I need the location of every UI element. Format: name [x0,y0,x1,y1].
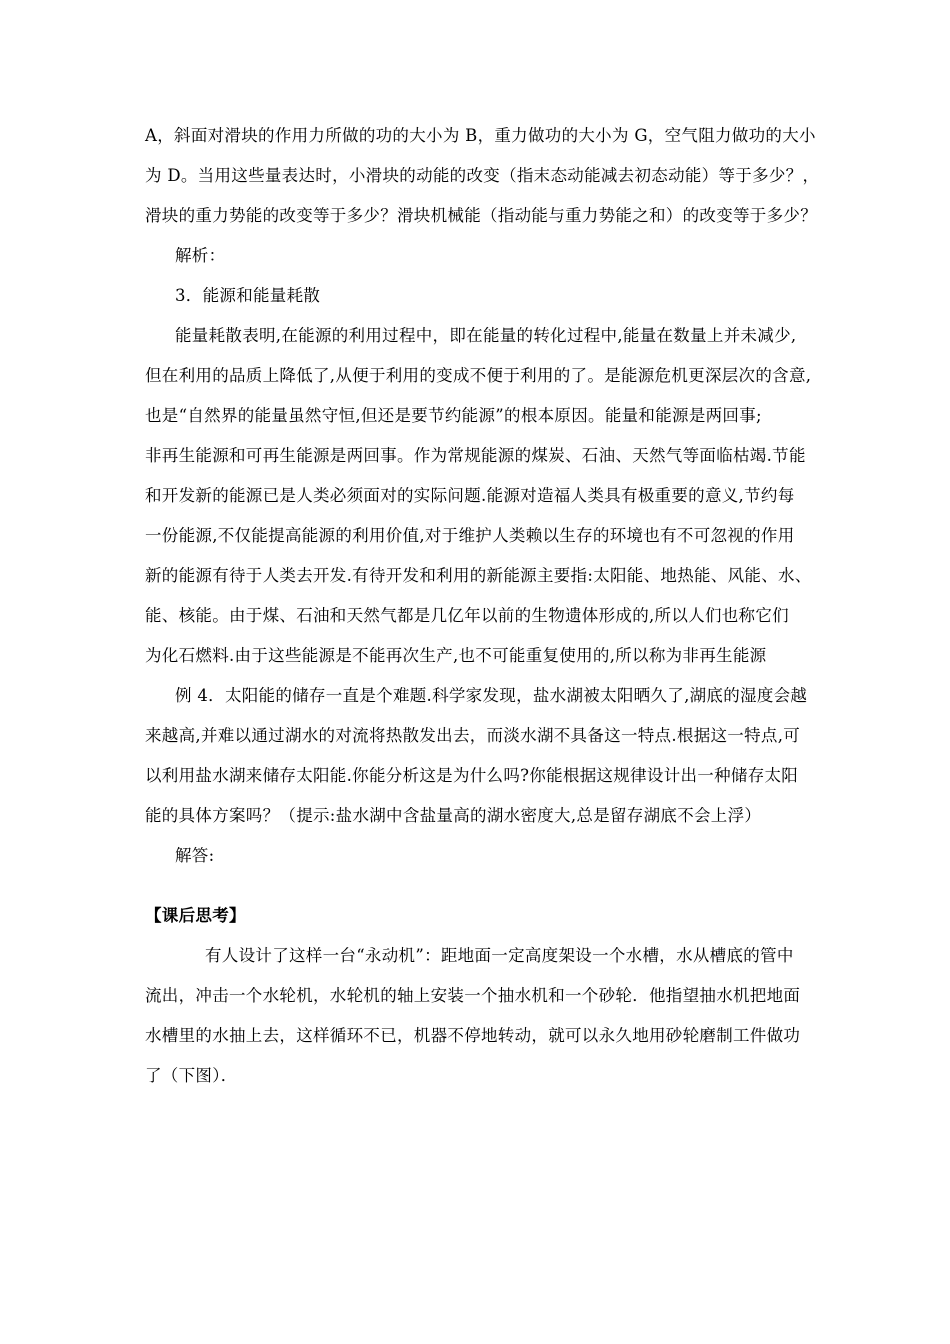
example-line: 例 4．太阳能的储存一直是个难题.科学家发现，盐水湖被太阳晒久了,湖底的湿度会越 [175,686,808,705]
text-line: 能、核能。由于煤、石油和天然气都是几亿年以前的生物遗体形成的,所以人们也称它们 [145,606,789,625]
text-line: 和开发新的能源已是人类必须面对的实际问题.能源对造福人类具有极重要的意义,节约每 [145,486,795,505]
answer-label: 解答: [175,846,215,865]
text-line: 但在利用的品质上降低了,从便于利用的变成不便于利用的了。是能源危机更深层次的含意, [145,366,812,385]
text-line: 以利用盐水湖来储存太阳能.你能分析这是为什么吗?你能根据这规律设计出一种储存太阳 [145,766,799,785]
text-line: 能量耗散表明,在能源的利用过程中，即在能量的转化过程中,能量在数量上并未减少, [175,326,797,345]
text-line: A，斜面对滑块的作用力所做的功的大小为 B，重力做功的大小为 G，空气阻力做功的大小 [145,126,816,145]
text-line: 流出，冲击一个水轮机，水轮机的轴上安装一个抽水机和一个砂轮．他指望抽水机把地面 [145,986,801,1005]
text-line: 也是“自然界的能量虽然守恒,但还是要节约能源”的根本原因。能量和能源是两回事; [145,406,762,425]
text-line: 滑块的重力势能的改变等于多少？滑块机械能（指动能与重力势能之和）的改变等于多少？ [145,206,817,225]
section-heading: 3．能源和能量耗散 [175,286,321,305]
text-line: 为 D。当用这些量表达时，小滑块的动能的改变（指末态动能减去初态动能）等于多少？， [145,166,820,185]
text-line: 有人设计了这样一台“永动机”：距地面一定高度架设一个水槽，水从槽底的管中 [205,946,794,965]
text-line: 来越高,并难以通过湖水的对流将热散发出去，而淡水湖不具备这一特点.根据这一特点,可 [145,726,801,745]
text-line: 水槽里的水抽上去，这样循环不已，机器不停地转动，就可以永久地用砂轮磨制工件做功 [145,1026,801,1045]
text-line: 为化石燃料.由于这些能源是不能再次生产,也不可能重复使用的,所以称为非再生能源 [145,646,767,665]
text-line: 非再生能源和可再生能源是两回事。作为常规能源的煤炭、石油、天然气等面临枯竭.节能 [145,446,806,465]
text-line: 能的具体方案吗？（提示:盐水湖中含盐量高的湖水密度大,总是留存湖底不会上浮） [145,806,762,825]
text-line: 新的能源有待于人类去开发.有待开发和利用的新能源主要指:太阳能、地热能、风能、水、 [145,566,812,585]
text-line: 解析： [175,246,226,265]
text-line: 了（下图）． [145,1066,238,1085]
section-title-after-class: 【课后思考】 [145,906,246,925]
text-line: 一份能源,不仅能提高能源的利用价值,对于维护人类赖以生存的环境也有不可忽视的作用 [145,526,795,545]
